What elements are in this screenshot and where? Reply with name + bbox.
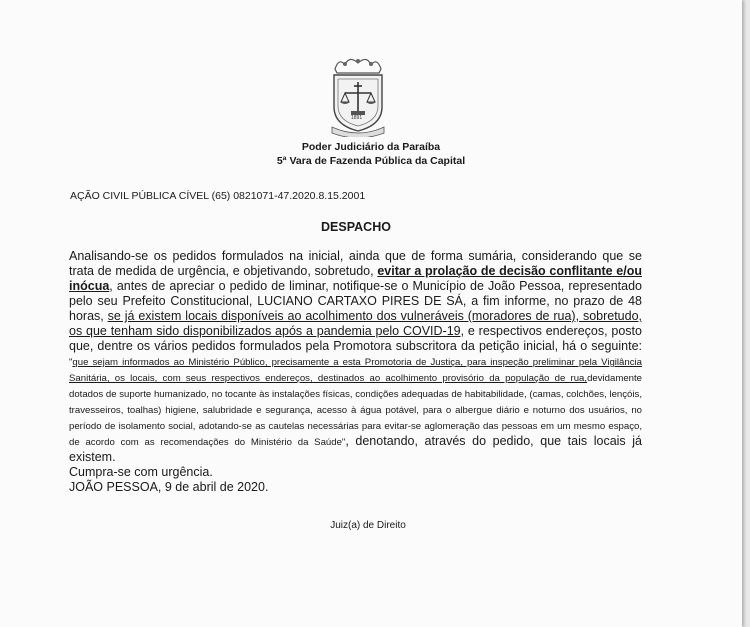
- main-paragraph: [69, 249, 642, 465]
- coat-of-arms-seal: [329, 55, 387, 137]
- signature-line: Juiz(a) de Direito: [330, 520, 406, 531]
- document-body: [69, 249, 642, 495]
- case-number: AÇÃO CIVIL PÚBLICA CÍVEL (65) 0821071-47.2020.8.15.2001: [70, 190, 366, 202]
- quoted-request: devidamente dotados de suporte humanizado, no tocante às instalações físicas, condições adequadas de habitabilidade, (camas, colchões, lençóis, travesseiros, toalhas) higiene, salubridade e segurança, acesso à água potável, para o albergue diário e noturno dos usuários, no período de isolamento social, adotando-se as cautelas necessárias para evitar-se aglomeração das pessoas em um mesmo espaço, de acordo com as recomendações do Ministério da Saúde": [69, 373, 642, 448]
- org-name: Poder Judiciário da Paraíba: [301, 141, 441, 153]
- emphasis-text: evitar a prolação de decisão conflitante e/ou inócua: [69, 264, 642, 293]
- quoted-request-underlined: que sejam informados ao Ministério Público, precisamente a esta Promotoria de Justiça, para inspeção preliminar pela Vigilância Sanitária, os locais, com seus respectivos endereços, destinados ao acolhimento provisório da população de rua,: [69, 357, 642, 384]
- closing-line: Cumpra-se com urgência.: [69, 465, 213, 479]
- document-title: DESPACHO: [321, 220, 391, 234]
- body-text: e respectivos endereços, posto que, dentre os vários pedidos formulados pela Promotora subscritora da petição inicial, há o seguinte:: [69, 324, 642, 353]
- crest-year: 1891: [351, 115, 363, 121]
- underlined-request: se já existem locais disponíveis ao acolhimento dos vulneráveis (moradores de rua), sobretudo, os que tenham sido disponibilizados após a pandemia pelo COVID-19,: [69, 309, 643, 338]
- quote-open: ": [69, 357, 73, 368]
- date-line: JOÃO PESSOA, 9 de abril de 2020.: [69, 480, 269, 494]
- body-text: Analisando-se os pedidos formulados na inicial, ainda que de forma sumária, considerando que se trata de medida de urgência, e objetivando, sobretudo,: [69, 249, 642, 278]
- body-text: , antes de apreciar o pedido de liminar, notifique-se o Município de João Pessoa, representado pelo seu Prefeito Constitucional, LUCIANO CARTAXO PIRES DE SÁ, a fim informe, no prazo de 48 horas,: [69, 279, 642, 323]
- body-text: , denotando, através do pedido, que tais locais já existem.: [69, 434, 643, 464]
- court-name: 5ª Vara de Fazenda Pública da Capital: [276, 155, 466, 167]
